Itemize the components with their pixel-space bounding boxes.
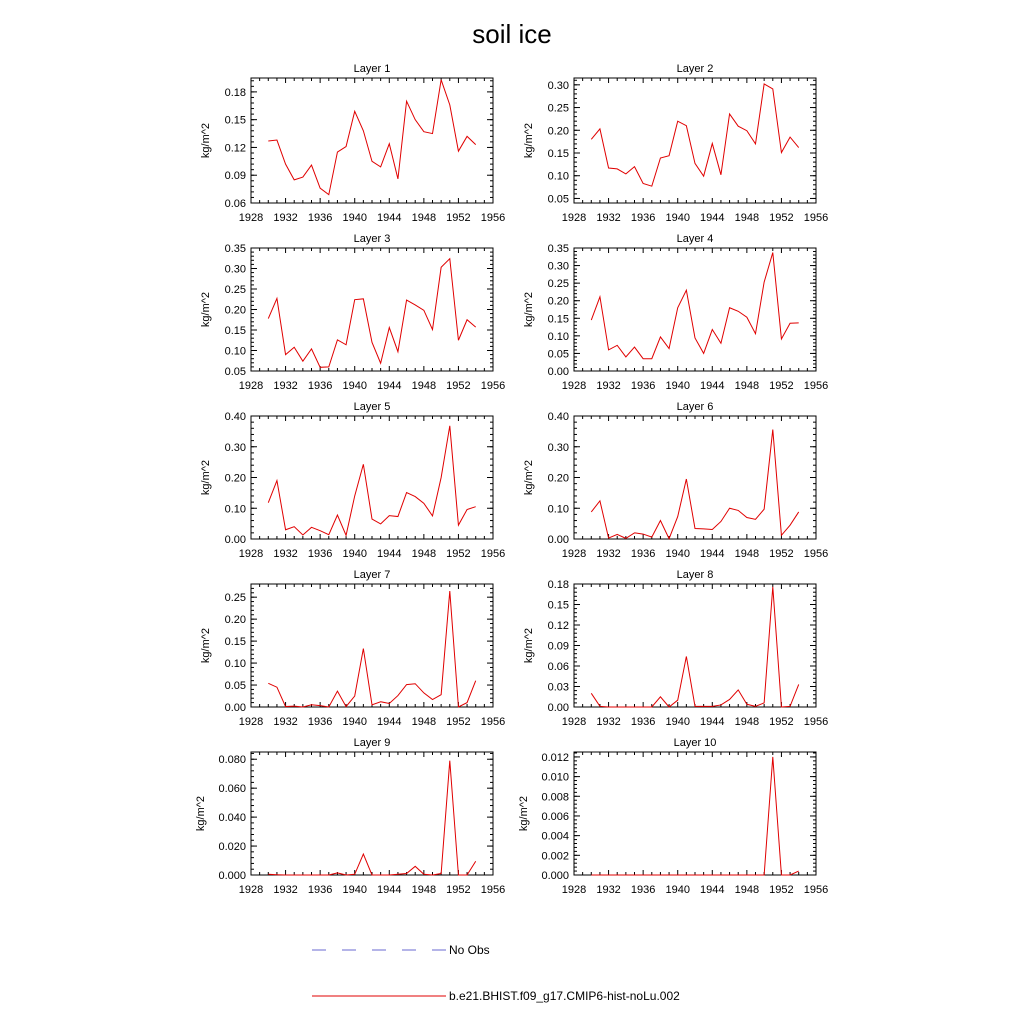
y-axis-label: kg/m^2 [523,291,535,328]
y-tick-label: 0.20 [224,614,246,627]
y-tick-label: 0.12 [224,142,246,155]
x-tick-label: 1948 [411,884,437,896]
x-tick-label: 1944 [377,548,402,560]
y-tick-label: 0.10 [547,170,569,183]
y-tick-label: 0.30 [547,260,569,273]
x-tick-label: 1928 [238,716,264,728]
panel-layer-1 [200,63,505,224]
x-tick-label: 1940 [665,548,690,560]
panel-title: Layer 6 [676,401,714,413]
panel-layer-4 [523,233,828,392]
x-tick-label: 1948 [411,212,437,224]
y-tick-label: 0.012 [541,751,569,764]
x-tick-label: 1952 [769,212,794,224]
x-tick-label: 1944 [377,884,402,896]
y-tick-label: 0.002 [541,850,569,863]
y-tick-label: 0.06 [224,198,246,210]
y-tick-label: 0.05 [224,680,246,693]
x-tick-label: 1940 [665,380,690,392]
y-tick-label: 0.06 [547,661,569,673]
y-axis-label: kg/m^2 [523,122,535,159]
legend-label-model-run: b.e21.BHIST.f09_g17.CMIP6-hist-noLu.002 [449,989,680,1003]
y-tick-label: 0.15 [547,313,569,326]
y-tick-label: 0.010 [541,771,569,784]
x-tick-label: 1936 [630,548,656,560]
y-tick-label: 0.05 [547,193,569,206]
x-tick-label: 1932 [273,884,298,896]
y-tick-label: 0.20 [224,304,246,317]
y-tick-label: 0.12 [547,620,569,632]
panel-title: Layer 2 [676,63,714,75]
x-tick-label: 1940 [665,212,690,224]
x-tick-label: 1956 [480,548,506,560]
x-tick-label: 1940 [342,716,367,728]
x-tick-label: 1952 [446,716,471,728]
series-line [591,587,798,707]
x-tick-label: 1944 [377,380,402,392]
y-tick-label: 0.09 [547,640,569,653]
x-tick-label: 1956 [803,884,829,896]
x-tick-label: 1952 [769,884,794,896]
x-tick-label: 1928 [238,380,264,392]
y-tick-label: 0.20 [547,295,569,308]
y-tick-label: 0.30 [547,441,569,454]
plot-frame [251,416,493,539]
y-axis-label: kg/m^2 [523,459,535,496]
x-tick-label: 1932 [273,716,298,728]
x-tick-label: 1928 [238,884,264,896]
plot-frame [574,416,816,539]
y-axis-label: kg/m^2 [200,459,212,496]
x-tick-label: 1952 [446,884,471,896]
panel-title: Layer 5 [353,401,391,413]
x-tick-label: 1948 [734,380,760,392]
y-tick-label: 0.05 [224,366,246,378]
x-tick-label: 1944 [377,716,402,728]
x-tick-label: 1940 [342,212,367,224]
x-tick-label: 1940 [665,884,690,896]
series-line [591,430,798,539]
series-line [591,84,798,186]
x-tick-label: 1940 [342,548,367,560]
y-tick-label: 0.18 [224,86,246,99]
y-tick-label: 0.05 [547,348,569,361]
x-tick-label: 1936 [307,548,333,560]
x-tick-label: 1932 [273,380,298,392]
x-tick-label: 1948 [734,716,760,728]
x-tick-label: 1936 [630,884,656,896]
x-tick-label: 1936 [630,212,656,224]
y-tick-label: 0.060 [218,783,246,796]
y-tick-label: 0.00 [547,534,569,546]
y-tick-label: 0.008 [541,791,569,804]
x-tick-label: 1956 [803,548,829,560]
panel-title: Layer 4 [676,233,714,245]
panel-layer-6 [523,401,828,560]
y-tick-label: 0.09 [224,170,246,183]
x-tick-label: 1932 [596,716,621,728]
y-axis-label: kg/m^2 [200,122,212,159]
x-tick-label: 1956 [803,380,829,392]
x-tick-label: 1936 [630,380,656,392]
y-tick-label: 0.040 [218,812,246,825]
chart-title: soil ice [472,19,552,49]
x-tick-label: 1956 [480,212,506,224]
y-tick-label: 0.15 [547,599,569,612]
series-line [268,761,475,875]
x-tick-label: 1932 [596,212,621,224]
panel-layer-5 [200,401,505,560]
x-tick-label: 1932 [273,548,298,560]
panel-title: Layer 8 [676,569,714,581]
x-tick-label: 1952 [769,716,794,728]
x-tick-label: 1952 [446,212,471,224]
y-tick-label: 0.10 [224,503,246,516]
x-tick-label: 1948 [734,212,760,224]
x-tick-label: 1956 [480,884,506,896]
series-line [268,259,475,368]
x-tick-label: 1952 [769,548,794,560]
x-tick-label: 1948 [734,548,760,560]
x-tick-label: 1928 [561,380,587,392]
panel-title: Layer 9 [353,737,391,749]
x-tick-label: 1932 [596,884,621,896]
x-tick-label: 1928 [561,716,587,728]
y-tick-label: 0.25 [224,592,246,605]
y-tick-label: 0.080 [218,754,246,767]
panel-layer-10 [518,737,828,896]
x-tick-label: 1940 [342,380,367,392]
y-tick-label: 0.15 [224,636,246,649]
x-tick-label: 1940 [342,884,367,896]
x-tick-label: 1928 [561,548,587,560]
y-tick-label: 0.000 [541,870,569,882]
y-axis-label: kg/m^2 [518,795,530,832]
x-tick-label: 1928 [561,884,587,896]
panel-title: Layer 1 [353,63,391,75]
x-tick-label: 1936 [307,884,333,896]
x-tick-label: 1952 [446,380,471,392]
panel-title: Layer 10 [673,737,717,749]
x-tick-label: 1952 [446,548,471,560]
y-tick-label: 0.00 [224,702,246,714]
panel-layer-3 [200,233,505,392]
x-tick-label: 1932 [596,380,621,392]
x-tick-label: 1956 [480,380,506,392]
x-tick-label: 1948 [411,548,437,560]
x-tick-label: 1944 [700,716,725,728]
legend-label-no-obs: No Obs [449,943,490,957]
x-tick-label: 1936 [307,716,333,728]
y-tick-label: 0.25 [224,284,246,296]
y-axis-label: kg/m^2 [200,627,212,664]
y-axis-label: kg/m^2 [200,291,212,328]
x-tick-label: 1944 [377,212,402,224]
series-line [268,80,475,195]
y-tick-label: 0.10 [224,345,246,358]
y-tick-label: 0.30 [224,441,246,454]
y-tick-label: 0.10 [547,330,569,343]
y-tick-label: 0.00 [547,366,569,378]
y-tick-label: 0.03 [547,681,569,694]
y-tick-label: 0.15 [547,148,569,160]
x-tick-label: 1944 [700,380,725,392]
x-tick-label: 1936 [630,716,656,728]
y-tick-label: 0.020 [218,841,246,854]
x-tick-label: 1944 [700,884,725,896]
panel-layer-2 [523,63,828,224]
x-tick-label: 1956 [480,716,506,728]
x-tick-label: 1948 [411,716,437,728]
x-tick-label: 1948 [411,380,437,392]
y-tick-label: 0.006 [541,810,569,823]
x-tick-label: 1936 [307,212,333,224]
y-tick-label: 0.004 [541,830,569,843]
y-tick-label: 0.00 [224,534,246,546]
series-line [591,757,798,875]
y-tick-label: 0.10 [547,503,569,516]
y-tick-label: 0.40 [224,411,246,423]
x-tick-label: 1944 [700,212,725,224]
x-tick-label: 1940 [665,716,690,728]
x-tick-label: 1948 [734,884,760,896]
plot-frame [574,248,816,371]
x-tick-label: 1956 [803,716,829,728]
series-line [268,426,475,535]
x-tick-label: 1932 [596,548,621,560]
x-tick-label: 1928 [561,212,587,224]
y-tick-label: 0.000 [218,870,246,882]
y-tick-label: 0.30 [224,263,246,276]
series-line [591,253,798,359]
panel-layer-7 [200,569,505,728]
y-tick-label: 0.35 [547,243,569,255]
x-tick-label: 1952 [769,380,794,392]
series-line [268,591,475,707]
y-tick-label: 0.20 [224,472,246,485]
y-tick-label: 0.18 [547,579,569,591]
y-tick-label: 0.20 [547,125,569,138]
x-tick-label: 1956 [803,212,829,224]
x-tick-label: 1928 [238,212,264,224]
y-tick-label: 0.25 [547,278,569,291]
y-axis-label: kg/m^2 [523,627,535,664]
x-tick-label: 1932 [273,212,298,224]
panel-grid [195,63,828,896]
y-tick-label: 0.30 [547,79,569,92]
y-tick-label: 0.00 [547,702,569,714]
y-tick-label: 0.15 [224,114,246,127]
y-tick-label: 0.40 [547,411,569,423]
panel-title: Layer 7 [353,569,391,581]
panel-layer-8 [523,569,828,728]
y-tick-label: 0.35 [224,243,246,255]
x-tick-label: 1944 [700,548,725,560]
x-tick-label: 1928 [238,548,264,560]
legend [312,943,680,1003]
panel-layer-9 [195,737,505,896]
y-tick-label: 0.25 [547,102,569,115]
x-tick-label: 1936 [307,380,333,392]
y-tick-label: 0.20 [547,472,569,485]
y-axis-label: kg/m^2 [195,795,207,832]
panel-title: Layer 3 [353,233,391,245]
y-tick-label: 0.10 [224,658,246,671]
y-tick-label: 0.15 [224,325,246,337]
